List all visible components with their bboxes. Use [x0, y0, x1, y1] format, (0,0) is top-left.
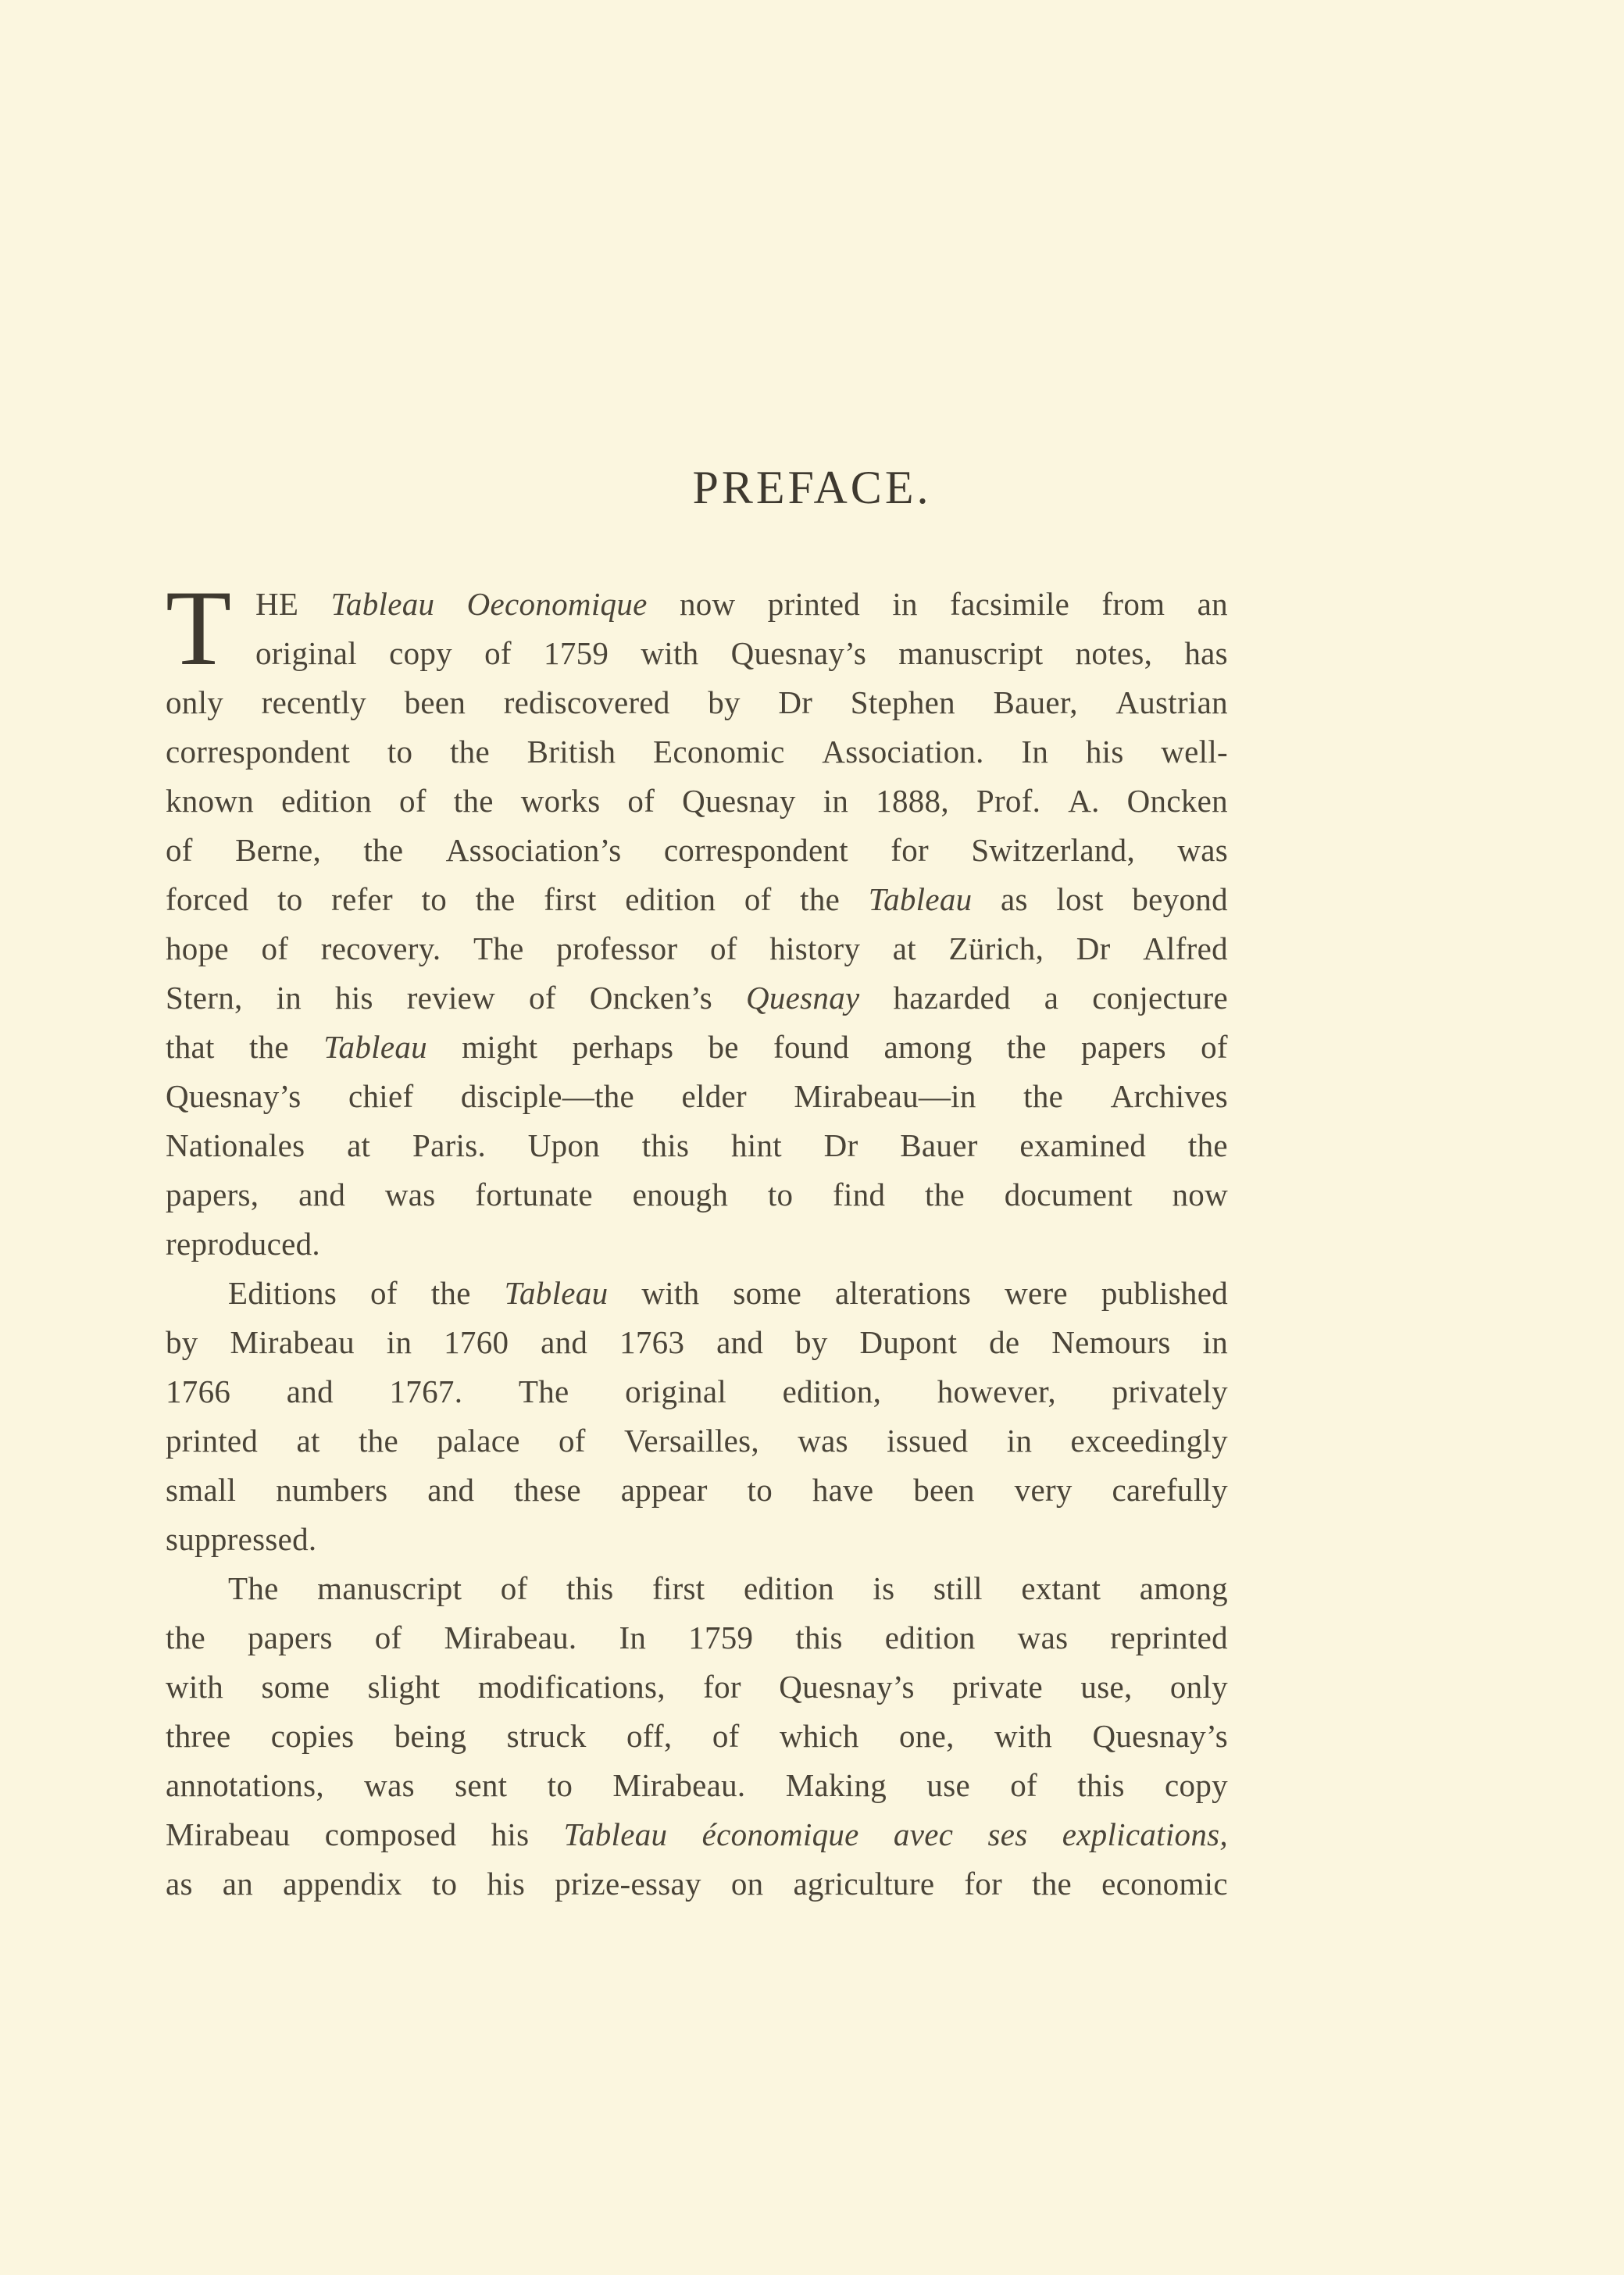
word: Tableau — [868, 881, 973, 917]
word: Oncken — [1126, 783, 1228, 819]
word: the — [1023, 1078, 1064, 1114]
word: palace — [437, 1423, 520, 1459]
word: original — [255, 635, 357, 671]
word: an — [1197, 586, 1228, 622]
word: Zürich, — [948, 930, 1044, 966]
word: from — [1101, 586, 1165, 622]
word: found — [773, 1029, 850, 1065]
word: the — [449, 734, 490, 770]
word: manuscript — [317, 1570, 462, 1606]
word: was — [1017, 1620, 1069, 1655]
text-line — [166, 1072, 1228, 1121]
word: the — [1006, 1029, 1047, 1065]
word: original — [625, 1373, 727, 1409]
word: Association’s — [445, 832, 622, 868]
word: Quesnay — [745, 980, 860, 1016]
word: known — [166, 783, 255, 819]
word: papers — [247, 1620, 333, 1655]
word: beyond — [1132, 881, 1228, 917]
word: issued — [887, 1423, 969, 1459]
word: of — [558, 1423, 586, 1459]
word: Stephen — [850, 684, 955, 720]
word: Mirabeau — [166, 1816, 291, 1852]
word: was — [1177, 832, 1228, 868]
word: the — [475, 881, 516, 917]
word: Versailles, — [624, 1423, 759, 1459]
word: very — [1014, 1472, 1073, 1508]
word: an — [222, 1866, 254, 1902]
word: of — [712, 1718, 740, 1754]
word: Quesnay — [682, 783, 796, 819]
word: recovery. — [320, 930, 441, 966]
word: In — [1021, 734, 1049, 770]
text-line — [166, 1761, 1228, 1810]
word: ses — [987, 1816, 1028, 1852]
word: document — [1004, 1177, 1133, 1212]
word: sent — [455, 1767, 508, 1803]
word: his — [1085, 734, 1124, 770]
word: printed — [767, 586, 861, 622]
word: of — [166, 832, 193, 868]
word: the — [430, 1275, 471, 1311]
word: edition, — [782, 1373, 882, 1409]
word: was — [364, 1767, 415, 1803]
word: Dr — [1076, 930, 1111, 966]
word: annotations, — [166, 1767, 324, 1803]
word: The — [473, 930, 524, 966]
word: now — [1172, 1177, 1228, 1212]
word: and — [298, 1177, 346, 1212]
word: correspondent — [166, 734, 351, 770]
text-line — [166, 1662, 1228, 1712]
word: the — [1032, 1866, 1073, 1902]
word: Quesnay’s — [779, 1669, 915, 1705]
word: A. — [1068, 783, 1100, 819]
word: the — [453, 783, 494, 819]
word: struck — [506, 1718, 587, 1754]
word: only — [1169, 1669, 1228, 1705]
word: Mirabeau. — [444, 1620, 577, 1655]
word: was — [384, 1177, 436, 1212]
word: being — [394, 1718, 467, 1754]
word: In — [619, 1620, 647, 1655]
word: appendix — [283, 1866, 402, 1902]
word: some — [733, 1275, 802, 1311]
word: 1759 — [544, 635, 609, 671]
word: Quesnay’s — [166, 1078, 302, 1114]
word: Upon — [527, 1127, 601, 1163]
word: 1763 — [619, 1324, 685, 1360]
word: of — [374, 1620, 402, 1655]
text-line — [166, 678, 1228, 727]
word: Quesnay’s — [730, 635, 867, 671]
text-line — [166, 1318, 1228, 1367]
word: de — [989, 1324, 1020, 1360]
word: 1767. — [389, 1373, 463, 1409]
word: use — [926, 1767, 970, 1803]
word: copies — [270, 1718, 355, 1754]
word: works — [520, 783, 601, 819]
word: use, — [1080, 1669, 1133, 1705]
word: 1760 — [444, 1324, 509, 1360]
word: was — [798, 1423, 848, 1459]
word: among — [883, 1029, 973, 1065]
word: explications, — [1062, 1816, 1228, 1852]
word: by — [708, 684, 741, 720]
word: avec — [893, 1816, 954, 1852]
word: Prof. — [976, 783, 1041, 819]
word: private — [952, 1669, 1044, 1705]
word: copy — [1165, 1767, 1228, 1803]
word: Tableau — [563, 1816, 668, 1852]
word: his — [491, 1816, 530, 1852]
word: hint — [730, 1127, 782, 1163]
word: the — [248, 1029, 289, 1065]
word: refer — [331, 881, 393, 917]
word: reprinted — [1110, 1620, 1228, 1655]
word: well- — [1161, 734, 1228, 770]
word: alterations — [835, 1275, 972, 1311]
word: to — [547, 1767, 573, 1803]
text-line — [166, 973, 1228, 1023]
word: this — [795, 1620, 843, 1655]
word: three — [166, 1718, 231, 1754]
word: Switzerland, — [971, 832, 1135, 868]
word: his — [335, 980, 373, 1016]
word: printed — [166, 1423, 259, 1459]
word: The — [518, 1373, 569, 1409]
word: extant — [1021, 1570, 1101, 1606]
word: Oncken’s — [589, 980, 713, 1016]
word: and — [541, 1324, 588, 1360]
word: for — [891, 832, 929, 868]
word: be — [708, 1029, 739, 1065]
word: carefully — [1112, 1472, 1228, 1508]
word: to — [387, 734, 413, 770]
text-line — [166, 826, 1228, 875]
word: to — [421, 881, 448, 917]
word: recently — [261, 684, 367, 720]
word: of — [1010, 1767, 1037, 1803]
text-line — [166, 1220, 1228, 1269]
word: The — [228, 1570, 279, 1606]
word: of — [1201, 1029, 1228, 1065]
word: Dr — [778, 684, 813, 720]
text-line — [166, 777, 1228, 826]
word: these — [514, 1472, 581, 1508]
word: in — [892, 586, 918, 622]
word: among — [1139, 1570, 1228, 1606]
text-line — [166, 924, 1228, 973]
word: the — [358, 1423, 398, 1459]
word: the — [363, 832, 404, 868]
word: Mirabeau — [230, 1324, 355, 1360]
word: economic — [1101, 1866, 1228, 1902]
word: Alfred — [1143, 930, 1228, 966]
word: Association. — [822, 734, 984, 770]
word: as — [166, 1866, 193, 1902]
word: Making — [785, 1767, 887, 1803]
word: have — [812, 1472, 874, 1508]
word: however, — [937, 1373, 1056, 1409]
word: 1759 — [688, 1620, 754, 1655]
text-line — [166, 1466, 1228, 1515]
word: edition — [884, 1620, 976, 1655]
word: rediscovered — [503, 684, 670, 720]
text-line — [166, 1515, 1228, 1564]
word: appear — [620, 1472, 708, 1508]
word: for — [703, 1669, 741, 1705]
word: Tableau — [323, 1029, 427, 1065]
word: papers, — [166, 1177, 259, 1212]
word: Mirabeau. — [612, 1767, 746, 1803]
word: one, — [899, 1718, 955, 1754]
word: examined — [1019, 1127, 1147, 1163]
word: Tableau — [504, 1275, 609, 1311]
text-line — [166, 875, 1228, 924]
word: with — [994, 1718, 1053, 1754]
text-line — [166, 1810, 1228, 1859]
word: as — [1001, 881, 1028, 917]
word: a — [1044, 980, 1059, 1016]
word: published — [1101, 1275, 1228, 1311]
text-line — [166, 727, 1228, 777]
word: notes, — [1075, 635, 1153, 671]
word: of — [627, 783, 655, 819]
word: Austrian — [1115, 684, 1228, 720]
word: modifications, — [477, 1669, 666, 1705]
word: of — [529, 980, 556, 1016]
word: facsimile — [950, 586, 1070, 622]
word: Oeconomique — [466, 586, 648, 622]
word: suppressed. — [166, 1521, 317, 1557]
drop-cap: T — [166, 568, 232, 688]
word: manuscript — [898, 635, 1044, 671]
word: numbers — [276, 1472, 388, 1508]
word: of — [370, 1275, 398, 1311]
word: small — [166, 1472, 237, 1508]
word: Dr — [823, 1127, 858, 1163]
word: in — [276, 980, 302, 1016]
word: still — [933, 1570, 983, 1606]
word: to — [431, 1866, 458, 1902]
text-line — [166, 1023, 1228, 1072]
text-line — [166, 629, 1228, 678]
word: with — [641, 1275, 700, 1311]
word: is — [873, 1570, 895, 1606]
word: that — [166, 1029, 215, 1065]
word: of — [399, 783, 427, 819]
word: Paris. — [412, 1127, 487, 1163]
word: the — [925, 1177, 965, 1212]
word: and — [286, 1373, 334, 1409]
text-line — [166, 1367, 1228, 1416]
text-line — [166, 580, 1228, 629]
word: in — [1202, 1324, 1228, 1360]
word: correspondent — [663, 832, 848, 868]
word: this — [641, 1127, 690, 1163]
page-title: PREFACE. — [692, 462, 932, 513]
text-line — [166, 1269, 1228, 1318]
word: Bauer, — [993, 684, 1078, 720]
word: by — [795, 1324, 828, 1360]
word: the — [800, 881, 841, 917]
word: with — [166, 1669, 224, 1705]
word: of — [500, 1570, 528, 1606]
word: copy — [389, 635, 452, 671]
word: slight — [367, 1669, 441, 1705]
word: elder — [681, 1078, 747, 1114]
word: Bauer — [900, 1127, 978, 1163]
word: to — [767, 1177, 794, 1212]
word: Berne, — [235, 832, 322, 868]
word: been — [913, 1472, 975, 1508]
word: of — [261, 930, 289, 966]
word: some — [261, 1669, 330, 1705]
word: composed — [324, 1816, 457, 1852]
word: now — [679, 586, 736, 622]
word: his — [487, 1866, 526, 1902]
word: only — [166, 684, 224, 720]
word: might — [462, 1029, 538, 1065]
word: for — [964, 1866, 1003, 1902]
word: Editions — [228, 1275, 337, 1311]
word: forced — [166, 881, 249, 917]
word: British — [526, 734, 616, 770]
word: edition — [281, 783, 373, 819]
text-line — [166, 1121, 1228, 1170]
word: 1766 — [166, 1373, 231, 1409]
word: Mirabeau—in — [794, 1078, 976, 1114]
word: Archives — [1110, 1078, 1228, 1114]
word: first — [651, 1570, 705, 1606]
word: privately — [1112, 1373, 1228, 1409]
word: hope — [166, 930, 229, 966]
word: Nationales — [166, 1127, 305, 1163]
word: Tableau — [330, 586, 435, 622]
word: reproduced. — [166, 1226, 320, 1262]
preface-body — [166, 568, 1228, 1909]
word: économique — [701, 1816, 859, 1852]
text-line — [166, 1613, 1228, 1662]
word: Stern, — [166, 980, 243, 1016]
text-line — [166, 1564, 1228, 1613]
word: first — [544, 881, 597, 917]
word: papers — [1081, 1029, 1166, 1065]
word: in — [823, 783, 849, 819]
text-line — [166, 1170, 1228, 1220]
word: on — [730, 1866, 764, 1902]
word: and — [427, 1472, 475, 1508]
word: hazarded — [893, 980, 1011, 1016]
word: to — [747, 1472, 773, 1508]
word: Quesnay’s — [1092, 1718, 1228, 1754]
word: professor — [556, 930, 678, 966]
word: to — [277, 881, 303, 917]
word: agriculture — [793, 1866, 935, 1902]
word: Economic — [653, 734, 785, 770]
word: Nemours — [1051, 1324, 1171, 1360]
word: fortunate — [475, 1177, 593, 1212]
word: perhaps — [572, 1029, 674, 1065]
word: at — [347, 1127, 371, 1163]
word: the — [166, 1620, 205, 1655]
word: by — [166, 1324, 198, 1360]
word: off, — [626, 1718, 673, 1754]
word: edition — [625, 881, 716, 917]
word: of — [709, 930, 737, 966]
word: chief — [348, 1078, 414, 1114]
word: edition — [743, 1570, 834, 1606]
word: with — [641, 635, 699, 671]
word: enough — [632, 1177, 729, 1212]
word: conjecture — [1092, 980, 1228, 1016]
word: HE — [255, 586, 299, 622]
word: of — [484, 635, 512, 671]
word: at — [892, 930, 916, 966]
word: and — [716, 1324, 764, 1360]
word: in — [386, 1324, 412, 1360]
word: exceedingly — [1070, 1423, 1228, 1459]
text-line — [166, 1712, 1228, 1761]
word: Dupont — [859, 1324, 958, 1360]
word: history — [769, 930, 861, 966]
word: prize-essay — [555, 1866, 701, 1902]
word: lost — [1056, 881, 1104, 917]
text-line — [166, 1859, 1228, 1909]
word: this — [1077, 1767, 1125, 1803]
word: review — [406, 980, 496, 1016]
word: which — [779, 1718, 859, 1754]
word: find — [833, 1177, 886, 1212]
word: disciple—the — [460, 1078, 635, 1114]
word: at — [296, 1423, 320, 1459]
word: has — [1184, 635, 1228, 671]
word: of — [744, 881, 772, 917]
word: were — [1005, 1275, 1068, 1311]
text-line — [166, 1416, 1228, 1466]
word: this — [566, 1570, 614, 1606]
word: the — [1187, 1127, 1228, 1163]
word: in — [1006, 1423, 1033, 1459]
word: been — [404, 684, 466, 720]
word: 1888, — [876, 783, 949, 819]
